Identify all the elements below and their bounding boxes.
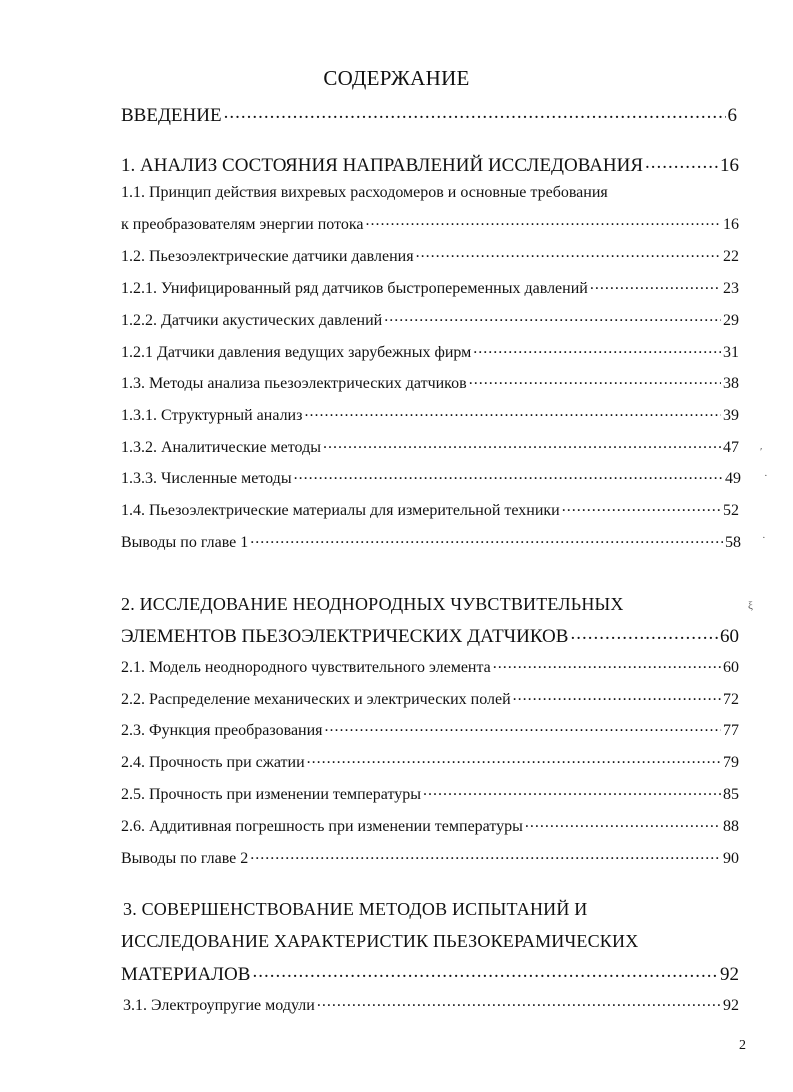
toc-page-number: 22	[723, 248, 739, 265]
toc-page-number: 79	[723, 754, 739, 771]
toc-entry-1-2-1b	[121, 341, 739, 364]
toc-entry-text: 1.3.2. Аналитические методы	[121, 439, 321, 456]
toc-page-number: 29	[723, 312, 739, 329]
toc-page-number: 92	[720, 964, 739, 985]
toc-page-number: 16	[723, 216, 739, 233]
toc-page-number: 90	[723, 850, 739, 867]
toc-page-number: 77	[723, 722, 739, 739]
dot-leader	[493, 656, 721, 672]
dot-leader	[252, 961, 718, 980]
toc-entry-conclusions-1	[121, 531, 741, 554]
page-title: СОДЕРЖАНИЕ	[323, 66, 470, 90]
toc-page-number: 58	[725, 534, 741, 551]
toc-page-number: 31	[723, 344, 739, 361]
toc-entry-chapter-3	[121, 961, 739, 987]
toc-entry-text: к преобразователям энергии потока	[121, 216, 364, 233]
toc-page-number: 72	[723, 691, 739, 708]
scan-speck: ·	[764, 470, 768, 482]
toc-entry-1-3	[121, 372, 739, 395]
toc-page-number: 16	[720, 155, 739, 176]
toc-page-number: 39	[723, 407, 739, 424]
toc-page-number: 52	[723, 502, 739, 519]
toc-entry-text: 1.3. Методы анализа пьезоэлектрических датчиков	[121, 375, 467, 392]
toc-entry-1-3-3	[121, 467, 741, 490]
toc-entry-1-1	[121, 213, 739, 236]
toc-page-number: 92	[723, 997, 739, 1014]
toc-entry-text: 2.2. Распределение механических и электрических полей	[121, 691, 511, 708]
toc-entry-text: 1.2.1. Унифицированный ряд датчиков быстропеременных давлений	[121, 280, 588, 297]
dot-leader	[307, 751, 721, 767]
dot-leader	[562, 499, 721, 515]
dot-leader	[469, 372, 721, 388]
dot-leader	[325, 719, 721, 735]
toc-page-number: 38	[723, 375, 739, 392]
toc-page-number: 60	[720, 626, 739, 647]
toc-entry-text: 2.4. Прочность при сжатии	[121, 754, 305, 771]
dot-leader	[365, 213, 721, 229]
dot-leader	[590, 277, 721, 293]
scan-speck: ξ	[748, 600, 753, 612]
toc-entry-chapter-1	[121, 152, 739, 178]
toc-entry-2-2	[121, 688, 739, 711]
dot-leader	[645, 152, 718, 171]
dot-leader	[525, 815, 721, 831]
toc-entry-2-1	[121, 656, 739, 679]
toc-page-number: 60	[723, 659, 739, 676]
toc-entry-conclusions-2	[121, 847, 739, 870]
toc-page-number: 23	[723, 280, 739, 297]
toc-entry-text: 1.4. Пьезоэлектрические материалы для измерительной техники	[121, 502, 560, 519]
toc-entry-text: 2.6. Аддитивная погрешность при изменении температуры	[121, 818, 523, 835]
toc-page-number: 47	[723, 439, 739, 456]
dot-leader	[304, 404, 721, 420]
toc-entry-chapter-2-line1: 2. ИССЛЕДОВАНИЕ НЕОДНОРОДНЫХ ЧУВСТВИТЕЛЬНЫХ	[121, 594, 624, 614]
toc-entry-text: Выводы по главе 1	[121, 534, 249, 551]
toc-entry-2-5	[121, 783, 739, 806]
dot-leader	[570, 623, 718, 642]
toc-entry-introduction	[121, 102, 737, 128]
toc-entry-1-4	[121, 499, 739, 522]
toc-entry-1-3-2	[121, 436, 739, 459]
toc-entry-1-3-1	[121, 404, 739, 427]
scan-speck: ʹ	[760, 446, 763, 458]
toc-entry-chapter-2	[121, 623, 739, 649]
dot-leader	[416, 245, 721, 261]
toc-page-number: 6	[727, 105, 737, 126]
dot-leader	[473, 341, 721, 357]
toc-entry-text: 1.3.3. Численные методы	[121, 470, 292, 487]
toc-entry-text: 2.3. Функция преобразования	[121, 722, 323, 739]
toc-entry-chapter-3-line2: ИССЛЕДОВАНИЕ ХАРАКТЕРИСТИК ПЬЕЗОКЕРАМИЧЕСКИХ	[121, 931, 639, 951]
dot-leader	[423, 783, 721, 799]
toc-entry-text: Выводы по главе 2	[121, 850, 249, 867]
scan-speck: ·	[762, 532, 766, 544]
page-number: 2	[739, 1038, 746, 1053]
toc-entry-text: 3.1. Электроупругие модули	[123, 997, 315, 1014]
dot-leader	[224, 102, 726, 121]
toc-entry-text: ЭЛЕМЕНТОВ ПЬЕЗОЭЛЕКТРИЧЕСКИХ ДАТЧИКОВ	[121, 626, 569, 647]
toc-entry-text: 1.2.1 Датчики давления ведущих зарубежных фирм	[121, 344, 472, 361]
toc-page-number: 88	[723, 818, 739, 835]
dot-leader	[384, 309, 721, 325]
toc-entry-chapter-3-line1: 3. СОВЕРШЕНСТВОВАНИЕ МЕТОДОВ ИСПЫТАНИЙ И	[123, 899, 588, 919]
toc-page-number: 49	[725, 470, 741, 487]
toc-entry-text: 2.5. Прочность при изменении температуры	[121, 786, 421, 803]
toc-entry-1-1-line1: 1.1. Принцип действия вихревых расходомеров и основные требования	[121, 184, 608, 201]
toc-entry-2-6	[121, 815, 739, 838]
toc-page-number: 85	[723, 786, 739, 803]
toc-entry-text: МАТЕРИАЛОВ	[121, 964, 251, 985]
toc-entry-3-1	[123, 994, 739, 1017]
dot-leader	[250, 847, 721, 863]
toc-entry-1-2-1	[121, 277, 739, 300]
dot-leader	[323, 436, 721, 452]
toc-entry-text: 2.1. Модель неоднородного чувствительного элемента	[121, 659, 491, 676]
toc-entry-1-2-2	[121, 309, 739, 332]
toc-entry-2-3	[121, 719, 739, 742]
dot-leader	[317, 994, 721, 1010]
toc-entry-text: ВВЕДЕНИЕ	[121, 105, 222, 126]
toc-entry-text: 1.2. Пьезоэлектрические датчики давления	[121, 248, 414, 265]
dot-leader	[250, 531, 723, 547]
dot-leader	[513, 688, 721, 704]
toc-entry-text: 1. АНАЛИЗ СОСТОЯНИЯ НАПРАВЛЕНИЙ ИССЛЕДОВАНИЯ	[121, 155, 644, 176]
toc-entry-1-2	[121, 245, 739, 268]
dot-leader	[294, 467, 723, 483]
toc-entry-text: 1.3.1. Структурный анализ	[121, 407, 303, 424]
toc-entry-2-4	[121, 751, 739, 774]
toc-entry-text: 1.2.2. Датчики акустических давлений	[121, 312, 383, 329]
